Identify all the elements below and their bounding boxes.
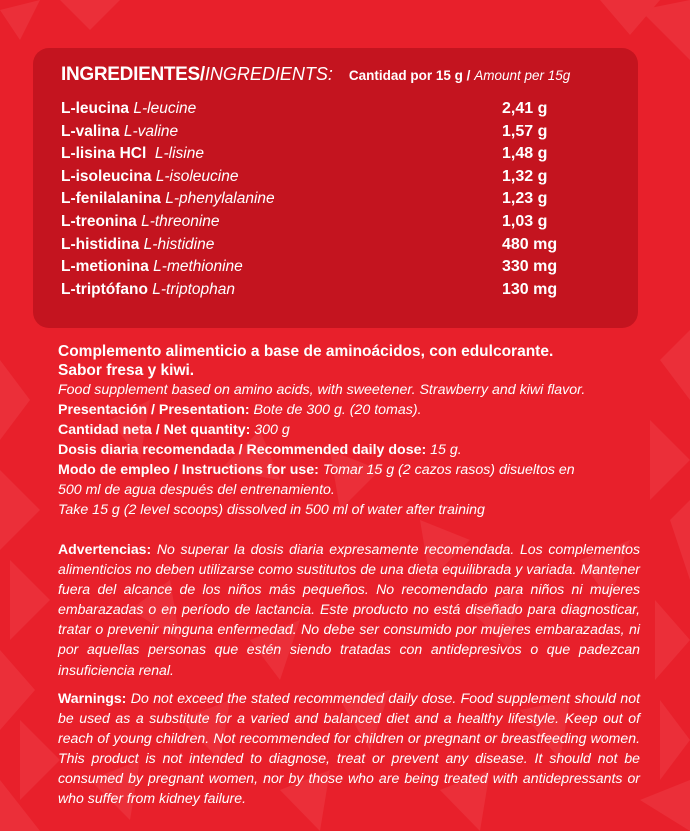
presentation-label: Presentación / Presentation: — [58, 402, 250, 418]
ingredient-name-en: L-histidine — [143, 235, 215, 253]
warnings-es — [58, 539, 640, 680]
ingredient-row — [61, 279, 608, 302]
ingredients-panel — [33, 48, 638, 328]
ingredient-quantity: 1,48 g — [502, 145, 548, 163]
ingredient-row — [61, 121, 608, 144]
ingredient-row — [61, 98, 608, 121]
description-en-text: Food supplement based on amino acids, with sweetener. Strawberry and kiwi flavor. — [58, 382, 586, 398]
net-quantity-label: Cantidad neta / Net quantity: — [58, 422, 251, 438]
ingredient-name-en: L-valine — [123, 122, 179, 140]
ingredient-quantity: 130 mg — [502, 280, 558, 298]
ingredient-row — [61, 256, 608, 279]
product-description-en — [58, 380, 668, 400]
product-info — [58, 342, 668, 520]
usage-value-es-line1: Tomar 15 g (2 cazos rasos) disueltos en — [318, 462, 575, 478]
presentation-value: Bote de 300 g. (20 tomas). — [249, 402, 422, 418]
ingredient-name-en: L-threonine — [141, 212, 220, 230]
daily-dose-line — [58, 440, 668, 460]
ingredient-name-es: L-lisina HCl — [61, 145, 147, 163]
net-quantity-value: 300 g — [250, 422, 290, 438]
ingredient-row — [61, 166, 608, 189]
ingredient-row — [61, 234, 608, 257]
product-title-line1: Complemento alimenticio a base de aminoácidos, con edulcorante. — [58, 343, 554, 360]
ingredient-quantity: 1,32 g — [502, 167, 548, 185]
ingredient-name-en: L-leucine — [133, 100, 197, 117]
ingredients-list — [61, 98, 608, 301]
warnings-es-text: No superar la dosis diaria expresamente recomendada. Los complementos alimenticios no deben utilizarse como sustitutos de una dieta equilibrada y variada. Mantener fuera del alcance de los niños más pequeños. No recomendado para niños ni mujeres embarazadas o en período de lactancia. Este producto no está diseñado para diagnosticar, tratar o prevenir ninguna enfermedad. No debe ser consumido por mujeres embarazadas, ni por aquellas personas que estén siendo tratadas con antidepresivos o que padezcan insuficiencia renal. — [58, 541, 640, 678]
ingredient-name-es: L-valina — [61, 122, 120, 140]
ingredient-quantity: 1,23 g — [502, 190, 548, 208]
ingredient-quantity: 330 mg — [502, 258, 558, 276]
warnings-en — [58, 688, 640, 809]
ingredient-name-en: L-isoleucine — [155, 167, 239, 185]
ingredient-name-es: L-metionina — [61, 258, 149, 276]
ingredient-name-es: L-histidina — [61, 235, 140, 253]
ingredient-name-es: L-triptófano — [61, 280, 148, 298]
amount-label — [349, 68, 570, 83]
ingredient-row — [61, 188, 608, 211]
warnings-en-label: Warnings: — [58, 690, 127, 706]
ingredient-name-en: L-lisine — [154, 145, 204, 163]
ingredient-name-en: L-phenylalanine — [165, 190, 275, 208]
amount-label-en: Amount per 15g — [474, 68, 571, 83]
usage-value-en: Take 15 g (2 level scoops) dissolved in 500 ml of water after training — [58, 502, 485, 518]
ingredient-name-es: L-fenilalanina — [61, 190, 161, 208]
warnings-en-text: Do not exceed the stated recommended daily dose. Food supplement should not be used as a substitute for a varied and balanced diet and a healthy lifestyle. Keep out of reach of young children. Not recommended for children or pregnant or breastfeeding women. This product is not intended to diagnose, treat or prevent any disease. It should not be consumed by pregnant women, nor by those who are being treated with antidepressants or who suffer from kidney failure. — [58, 690, 640, 807]
ingredients-heading-es: INGREDIENTES/ — [61, 64, 205, 85]
presentation-line — [58, 400, 668, 420]
ingredient-name-es: L-isoleucina — [61, 167, 152, 185]
ingredient-quantity: 1,03 g — [502, 212, 548, 230]
ingredient-quantity: 480 mg — [502, 235, 558, 253]
ingredient-quantity: 1,57 g — [502, 122, 548, 140]
ingredient-quantity: 2,41 g — [502, 100, 548, 117]
ingredient-name-es: L-treonina — [61, 212, 137, 230]
net-quantity-line — [58, 420, 668, 440]
warnings-es-label: Advertencias: — [58, 541, 152, 557]
daily-dose-value: 15 g. — [426, 442, 462, 458]
product-title-line2: Sabor fresa y kiwi. — [58, 362, 195, 379]
ingredient-row — [61, 143, 608, 166]
ingredients-header — [61, 64, 608, 92]
usage-value-es-line2: 500 ml de agua después del entrenamiento. — [58, 482, 335, 498]
amount-label-es: Cantidad por 15 g / — [348, 68, 475, 83]
ingredient-name-es: L-leucina — [61, 100, 130, 117]
usage-line — [58, 460, 668, 480]
ingredient-row — [61, 211, 608, 234]
usage-line-en — [58, 500, 668, 520]
usage-line-2 — [58, 480, 668, 500]
usage-label: Modo de empleo / Instructions for use: — [58, 462, 319, 478]
ingredient-name-en: L-methionine — [153, 258, 243, 276]
daily-dose-label: Dosis diaria recomendada / Recommended daily dose: — [58, 442, 427, 458]
ingredient-name-en: L-triptophan — [152, 280, 235, 298]
ingredients-heading-en: INGREDIENTS: — [204, 64, 333, 84]
